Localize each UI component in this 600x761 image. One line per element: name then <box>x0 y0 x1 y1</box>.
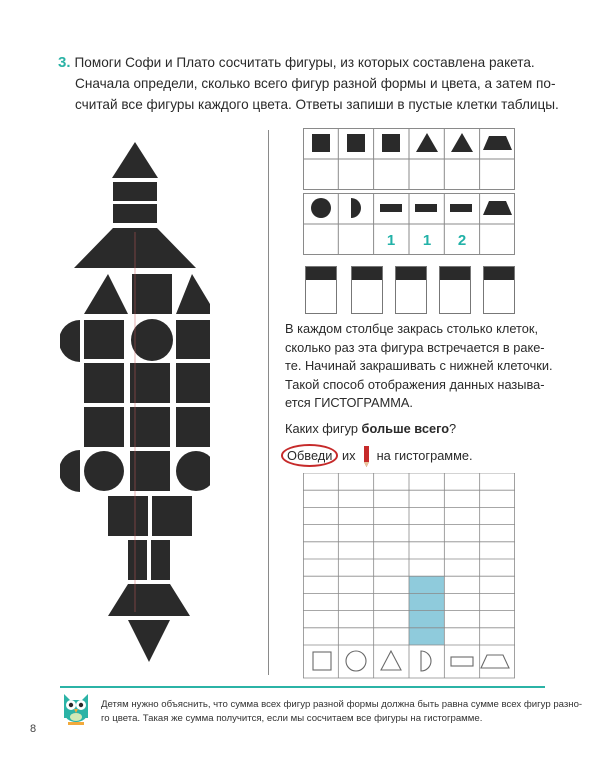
half-circle-icon <box>351 198 361 218</box>
trapezoid-icon <box>483 201 512 215</box>
color-column[interactable] <box>305 266 337 314</box>
triangle-icon <box>416 133 438 152</box>
rocket-circle <box>131 319 173 361</box>
square-icon <box>382 134 400 152</box>
rocket-rect <box>113 204 157 223</box>
task-number: 3. <box>58 54 71 71</box>
task-line-2: Сначала определи, сколько всего фигур разной формы и цвета, а затем по- <box>75 76 556 91</box>
color-column[interactable] <box>395 266 427 314</box>
figure-table-1 <box>303 128 515 190</box>
rocket-rect <box>128 540 147 580</box>
rectangle-icon <box>415 204 437 212</box>
instruction-line: Такой способ отображения данных называ- <box>285 376 545 392</box>
teacher-note <box>101 698 583 726</box>
histogram <box>303 473 515 679</box>
circle-instruction: Обведи их на гистограмме. <box>285 444 473 468</box>
rocket-square <box>108 496 148 536</box>
rocket-circle <box>176 451 210 491</box>
rocket-square <box>132 274 172 314</box>
rocket-rect <box>113 182 157 201</box>
rocket-rect <box>151 540 170 580</box>
rocket-square <box>130 363 170 403</box>
note-line: го цвета. Такая же сумма получится, если мы сосчитаем все фигуры на гистограмме. <box>101 713 483 724</box>
rocket-trapezoid <box>108 584 190 616</box>
rectangle-outline-icon <box>451 657 473 666</box>
instruction-line: В каждом столбце закрась столько клеток, <box>285 321 539 336</box>
task-line-3: считай все фигуры каждого цвета. Ответы запиши в пустые клетки таблицы. <box>75 97 559 112</box>
instruction-text <box>285 320 553 413</box>
rocket-square <box>84 363 124 403</box>
circle-icon <box>311 198 331 218</box>
rocket-square <box>176 407 210 447</box>
triangle-outline-icon <box>381 651 401 670</box>
owl-icon <box>58 690 94 726</box>
rocket-square <box>176 363 210 403</box>
rectangle-icon <box>380 204 402 212</box>
note-line: Детям нужно объяснить, что сумма всех фигур разной формы должна быть равна сумме всех фигур разно- <box>101 699 583 710</box>
question-text: Каких фигур больше всего? <box>285 421 457 436</box>
color-column[interactable] <box>483 266 515 314</box>
rocket-square <box>130 451 170 491</box>
instruction-line: те. Начинай закрашивать с нижней клеточки. <box>285 358 553 374</box>
task-text <box>58 52 558 115</box>
pencil-icon <box>361 446 371 468</box>
square-icon <box>312 134 330 152</box>
triangle-icon <box>451 133 473 152</box>
answer-cell[interactable]: 2 <box>457 232 467 249</box>
rocket-square <box>84 320 124 359</box>
trapezoid-icon <box>483 136 512 150</box>
rocket-triangle <box>84 274 128 314</box>
answer-cell[interactable]: 1 <box>422 232 432 249</box>
rocket-square <box>84 407 124 447</box>
figure-table-2 <box>303 193 515 255</box>
circled-word: Обведи <box>281 444 338 467</box>
rocket-triangle <box>176 274 210 314</box>
color-column[interactable] <box>351 266 383 314</box>
rocket-square <box>176 320 210 359</box>
circle-outline-icon <box>346 651 366 671</box>
footer-divider <box>60 686 545 688</box>
instruction-line: сколько раз эта фигура встречается в раке- <box>285 339 545 355</box>
vertical-divider <box>268 130 269 675</box>
page-number: 8 <box>30 723 37 735</box>
rocket-half-circle <box>60 320 80 362</box>
half-circle-outline-icon <box>421 651 431 671</box>
trapezoid-outline-icon <box>481 655 509 668</box>
square-icon <box>347 134 365 152</box>
rocket-square <box>130 407 170 447</box>
rocket-half-circle <box>60 450 80 492</box>
rectangle-icon <box>450 204 472 212</box>
rocket-circle <box>84 451 124 491</box>
task-line-1: Помоги Софи и Плато сосчитать фигуры, из которых составлена ракета. <box>74 55 535 70</box>
rocket-nose-triangle <box>112 142 158 178</box>
square-outline-icon <box>313 652 331 670</box>
question-bold: больше всего <box>361 421 450 436</box>
answer-cell[interactable]: 1 <box>386 232 396 249</box>
rocket-bottom-triangle <box>128 620 170 662</box>
rocket-figure <box>60 140 210 665</box>
color-column[interactable] <box>439 266 471 314</box>
rocket-square <box>152 496 192 536</box>
instruction-line: ется ГИСТОГРАММА. <box>285 395 413 411</box>
